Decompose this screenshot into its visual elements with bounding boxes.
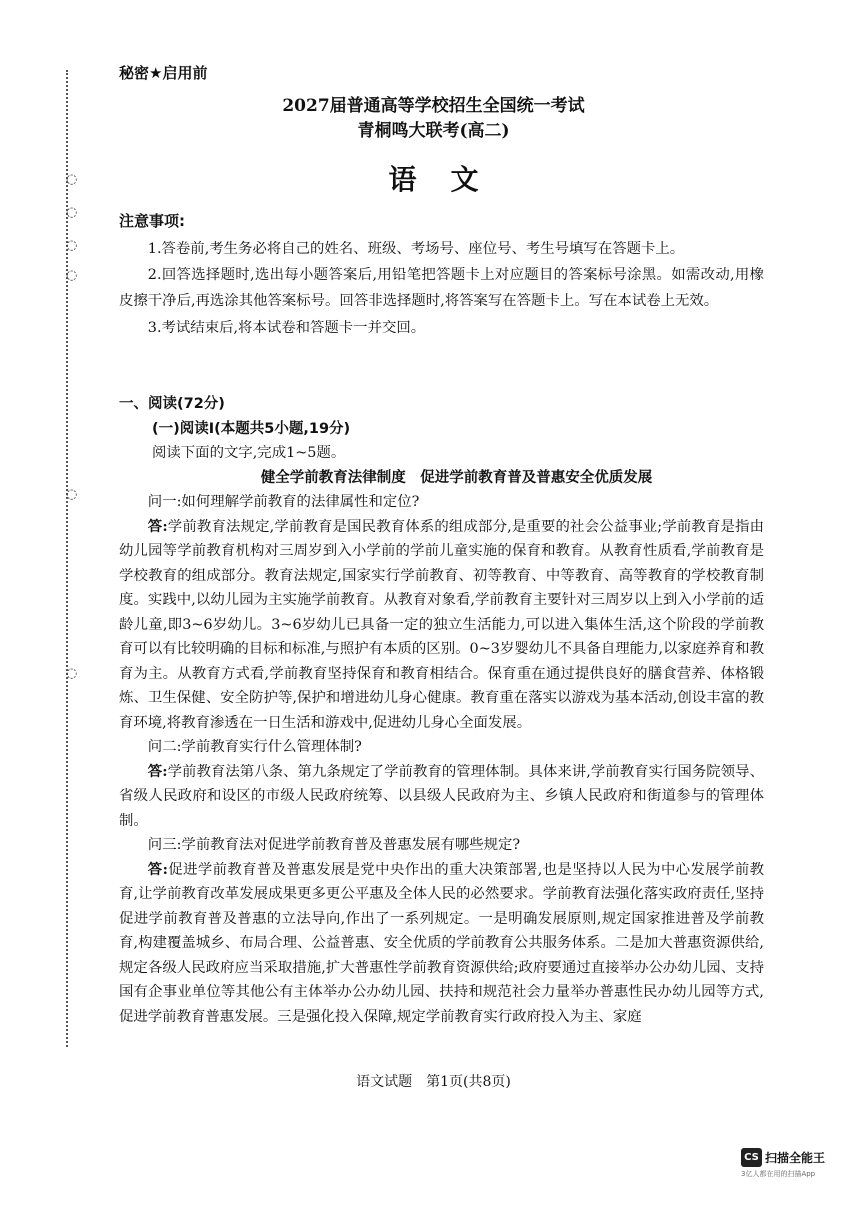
binding-hole: ◌ <box>66 487 78 502</box>
answer-text: 学前教育法规定,学前教育是国民教育体系的组成部分,是重要的社会公益事业;学前教育是指由幼儿园等学前教育机构对三周岁到入小学前的学前儿童实施的保育和教育。从教育性质看,学前教育是学校教育的组成部分。教育法规定,国家实行学前教育、初等教育、中等教育、高等教育的学校教育制度。实践中,以幼儿园为主实施学前教育。从教育对象看,学前教育主要针对三周岁以上到入小学前的适龄儿童,即3~6岁幼儿。3~6岁幼儿已具备一定的独立生活能力,可以进入集体生活,这个阶段的学前教育可以有比较明确的目标和标准,与照护有本质的区别。0~3岁婴幼儿不具备自理能力,以家庭养育和教育为主。从教育方式看,学前教育坚持保育和教育相结合。保育重在通过提供良好的膳食营养、体格锻炼、卫生保健、安全防护等,保护和增进幼儿身心健康。教育重在落实以游戏为基本活动,创设丰富的教育环境,将教育渗透在一日生活和游戏中,促进幼儿身心全面发展。 <box>119 518 764 731</box>
answer-label: 答: <box>147 517 168 535</box>
answer-text: 促进学前教育普及普惠发展是党中央作出的重大决策部署,也是坚持以人民为中心发展学前教育,让学前教育改革发展成果更多更公平惠及全体人民的必然要求。学前教育法强化落实政府责任,坚持促进学前教育普及普惠的立法导向,作出了一系列规定。一是明确发展原则,规定国家推进普及学前教育,构建覆盖城乡、布局合理、公益普惠、安全优质的学前教育公共服务体系。二是加大普惠资源供给,规定各级人民政府应当采取措施,扩大普惠性学前教育资源供给;政府要通过直接举办公办幼儿园、支持国有企事业单位等其他公有主体举办公办幼儿园、扶持和规范社会力量举办普惠性民办幼儿园等方式,促进学前教育普惠发展。三是强化投入保障,规定学前教育实行政府投入为主、家庭 <box>119 861 765 1025</box>
page-footer: 语文试题 第1页(共8页) <box>356 1074 511 1090</box>
binding-hole: ◌ <box>66 268 78 283</box>
reading-instruction: 阅读下面的文字,完成1~5题。 <box>152 445 346 461</box>
note-item: 2.回答选择题时,选出每小题答案后,用铅笔把答题卡上对应题目的答案标号涂黑。如需改动,用橡皮擦干净后,再选涂其他答案标号。回答非选择题时,将答案写在答题卡上。写在本试卷上无效。 <box>119 267 764 310</box>
subject-title: 语文 <box>388 163 513 196</box>
answer-text: 学前教育法第八条、第九条规定了学前教育的管理体制。具体来讲,学前教育实行国务院领导、省级人民政府和设区的市级人民政府统筹、以县级人民政府为主、乡镇人民政府和街道参与的管理体制。 <box>119 763 765 829</box>
article-title: 健全学前教育法律制度 促进学前教育普及普惠安全优质发展 <box>260 469 653 486</box>
note-item: 3.考试结束后,将本试卷和答题卡一并交回。 <box>147 319 426 336</box>
binding-hole: ◌ <box>66 666 78 681</box>
exam-title: 2027届普通高等学校招生全国统一考试 <box>282 96 585 116</box>
answer-label: 答: <box>147 762 168 780</box>
question-2: 问二:学前教育实行什么管理体制? <box>147 739 362 755</box>
scanner-logo-icon: CS <box>741 1148 762 1167</box>
notes-heading: 注意事项: <box>119 212 185 230</box>
note-item: 1.答卷前,考生务必将自己的姓名、班级、考场号、座位号、考生号填写在答题卡上。 <box>147 241 685 257</box>
binding-hole: ◌ <box>66 205 78 220</box>
exam-subtitle: 青桐鸣大联考(高二) <box>357 121 510 141</box>
question-1: 问一:如何理解学前教育的法律属性和定位? <box>147 494 420 510</box>
subsection-heading: (一)阅读Ⅰ(本题共5小题,19分) <box>152 420 351 437</box>
answer-1 <box>119 515 764 736</box>
scanner-name: 扫描全能王 <box>765 1151 826 1165</box>
scanner-watermark <box>741 1147 851 1179</box>
answer-2 <box>119 760 764 834</box>
answer-label: 答: <box>147 860 168 878</box>
question-3: 问三:学前教育法对促进学前教育普及普惠发展有哪些规定? <box>147 837 521 853</box>
answer-3 <box>119 858 764 1030</box>
binding-hole: ◌ <box>66 172 78 187</box>
notes-list <box>119 236 764 341</box>
reading-section <box>119 392 764 1029</box>
confidential-label: 秘密★启用前 <box>119 64 208 82</box>
scanner-tagline: 3亿人都在用的扫描App <box>741 1170 816 1178</box>
section-heading: 一、阅读(72分) <box>119 396 225 412</box>
binding-hole: ◌ <box>66 238 78 253</box>
